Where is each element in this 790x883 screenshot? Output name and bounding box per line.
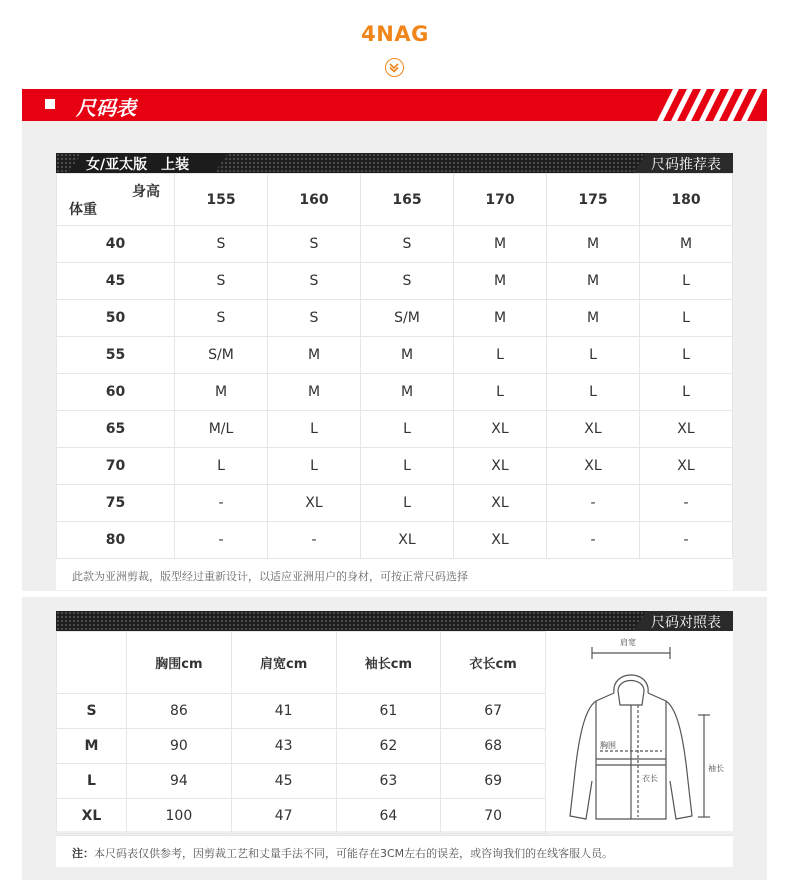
size-cell: M: [361, 374, 454, 411]
table-row: [57, 300, 733, 337]
sleeve-label: 袖长: [708, 764, 724, 773]
table-row: [57, 337, 733, 374]
size-cell: -: [268, 522, 361, 559]
weight-cell: 55: [57, 337, 175, 374]
size-cell: S/M: [361, 300, 454, 337]
header-cell: 袖长cm: [336, 632, 441, 694]
size-cell: M: [454, 300, 547, 337]
weight-cell: 65: [57, 411, 175, 448]
stripes-decoration: [637, 89, 767, 121]
table-corner-cell: [57, 174, 175, 226]
size-compare-table: [56, 631, 546, 834]
size-cell: L: [640, 300, 733, 337]
compare-table-label: 尺码对照表: [651, 615, 721, 631]
size-cell: L: [268, 448, 361, 485]
size-cell: S: [175, 226, 268, 263]
compare-title-bar: [56, 611, 733, 631]
size-cell: L: [547, 337, 640, 374]
weight-cell: 70: [57, 448, 175, 485]
height-header: 160: [268, 174, 361, 226]
table-row: [57, 694, 546, 729]
measurement-cell: 62: [336, 729, 441, 764]
measurement-cell: 43: [231, 729, 336, 764]
size-cell: XL: [454, 522, 547, 559]
table-header-row: [57, 632, 546, 694]
size-cell: -: [640, 522, 733, 559]
chevron-down-circle-icon[interactable]: [385, 58, 404, 77]
measurement-cell: 69: [441, 764, 546, 799]
measurement-cell: 90: [127, 729, 232, 764]
weight-cell: 50: [57, 300, 175, 337]
weight-cell: 75: [57, 485, 175, 522]
size-cell: S: [175, 263, 268, 300]
size-cell: S/M: [175, 337, 268, 374]
compare-note-row: [56, 835, 733, 867]
compare-section: [56, 631, 733, 831]
height-header: 175: [547, 174, 640, 226]
size-cell: M: [454, 226, 547, 263]
section-title: 尺码表: [76, 96, 136, 120]
size-label-cell: M: [57, 729, 127, 764]
length-label: 衣长: [642, 774, 658, 783]
measurement-cell: 64: [336, 799, 441, 834]
measurement-cell: 47: [231, 799, 336, 834]
size-cell: M: [361, 337, 454, 374]
size-cell: XL: [454, 411, 547, 448]
table-row: [57, 411, 733, 448]
header-cell: [57, 632, 127, 694]
measurement-cell: 63: [336, 764, 441, 799]
height-header: 155: [175, 174, 268, 226]
size-cell: M: [547, 300, 640, 337]
size-cell: M: [547, 226, 640, 263]
size-cell: -: [547, 485, 640, 522]
table-row: [57, 522, 733, 559]
table-row: [57, 448, 733, 485]
size-label-cell: XL: [57, 799, 127, 834]
size-cell: -: [547, 522, 640, 559]
size-cell: S: [175, 300, 268, 337]
size-cell: M: [175, 374, 268, 411]
measurement-cell: 68: [441, 729, 546, 764]
weight-axis-label: 体重: [69, 202, 97, 218]
weight-cell: 80: [57, 522, 175, 559]
shoulder-label: 肩宽: [620, 638, 636, 647]
table-row: [57, 263, 733, 300]
recommend-note: 此款为亚洲剪裁，版型经过重新设计，以适应亚洲用户的身材，可按正常尺码选择: [72, 570, 468, 583]
note-prefix: 注：: [72, 847, 94, 860]
recommend-category-label: 女/亚太版 上装: [86, 157, 190, 173]
size-cell: L: [361, 485, 454, 522]
measurement-cell: 61: [336, 694, 441, 729]
table-row: [57, 799, 546, 834]
size-cell: XL: [547, 448, 640, 485]
recommend-note-row: [56, 558, 733, 590]
measurement-cell: 86: [127, 694, 232, 729]
measurement-cell: 41: [231, 694, 336, 729]
table-row: [57, 485, 733, 522]
table-row: [57, 764, 546, 799]
size-recommend-table: [56, 173, 733, 559]
size-cell: -: [640, 485, 733, 522]
size-cell: L: [268, 411, 361, 448]
measurement-cell: 67: [441, 694, 546, 729]
size-cell: S: [268, 300, 361, 337]
size-cell: XL: [454, 448, 547, 485]
square-bullet-icon: [45, 99, 55, 109]
measurement-cell: 94: [127, 764, 232, 799]
size-cell: S: [268, 263, 361, 300]
table-row: [57, 374, 733, 411]
height-header: 180: [640, 174, 733, 226]
measurement-cell: 70: [441, 799, 546, 834]
size-cell: L: [361, 411, 454, 448]
size-cell: L: [454, 337, 547, 374]
header-cell: 胸围cm: [127, 632, 232, 694]
size-label-cell: S: [57, 694, 127, 729]
header-cell: 肩宽cm: [231, 632, 336, 694]
height-axis-label: 身高: [132, 184, 160, 200]
recommend-table-label: 尺码推荐表: [651, 157, 721, 173]
size-cell: M: [454, 263, 547, 300]
weight-cell: 40: [57, 226, 175, 263]
brand-name: 4NAG: [361, 22, 429, 46]
size-cell: S: [361, 263, 454, 300]
size-cell: XL: [361, 522, 454, 559]
size-cell: L: [640, 337, 733, 374]
size-cell: L: [454, 374, 547, 411]
size-cell: XL: [640, 411, 733, 448]
size-cell: S: [361, 226, 454, 263]
size-cell: M: [268, 337, 361, 374]
weight-cell: 60: [57, 374, 175, 411]
size-cell: L: [547, 374, 640, 411]
height-header: 165: [361, 174, 454, 226]
weight-cell: 45: [57, 263, 175, 300]
table-header-row: [57, 174, 733, 226]
measurement-cell: 45: [231, 764, 336, 799]
size-cell: L: [175, 448, 268, 485]
jacket-measurement-diagram: [556, 631, 733, 831]
size-cell: L: [361, 448, 454, 485]
size-cell: XL: [547, 411, 640, 448]
size-cell: XL: [640, 448, 733, 485]
measurement-cell: 100: [127, 799, 232, 834]
size-cell: L: [640, 263, 733, 300]
size-cell: L: [640, 374, 733, 411]
height-header: 170: [454, 174, 547, 226]
size-cell: M: [268, 374, 361, 411]
size-cell: M/L: [175, 411, 268, 448]
compare-note: 本尺码表仅供参考，因剪裁工艺和丈量手法不同，可能存在3CM左右的误差，或咨询我们的在线客服人员。: [94, 847, 614, 860]
chest-label: 胸围: [600, 741, 616, 750]
recommend-title-bar: [56, 153, 733, 173]
size-cell: S: [268, 226, 361, 263]
table-row: [57, 729, 546, 764]
size-cell: -: [175, 485, 268, 522]
header-cell: 衣长cm: [441, 632, 546, 694]
section-header: [22, 89, 767, 121]
size-cell: XL: [268, 485, 361, 522]
size-cell: -: [175, 522, 268, 559]
size-cell: XL: [454, 485, 547, 522]
table-row: [57, 226, 733, 263]
size-cell: M: [640, 226, 733, 263]
size-cell: M: [547, 263, 640, 300]
size-label-cell: L: [57, 764, 127, 799]
